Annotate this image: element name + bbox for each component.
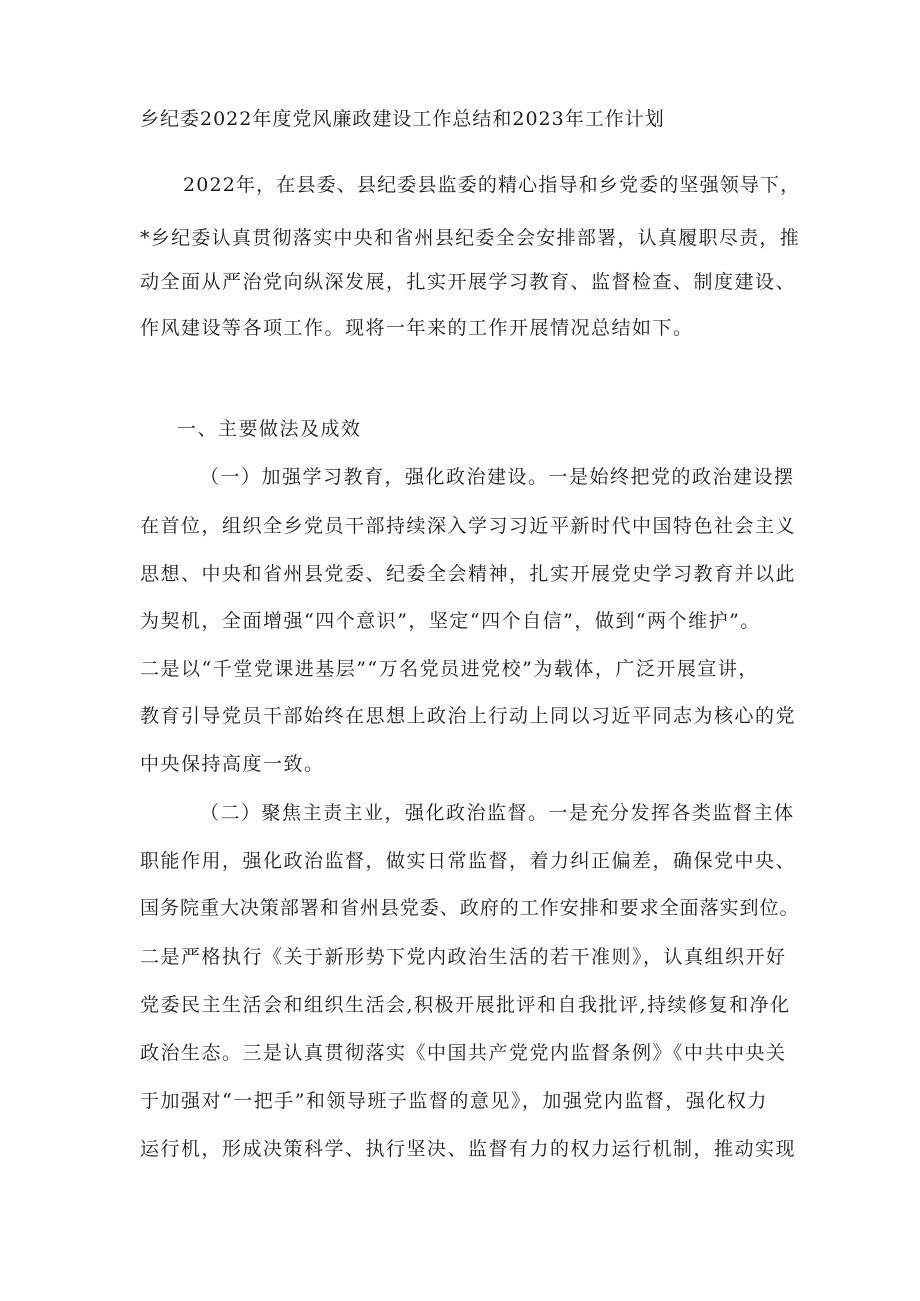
para2-line-1: （二）聚焦主责主业，强化政治监督。一是充分发挥各类监督主体: [200, 802, 795, 824]
para2-line-8: 运行机，形成决策科学、执行坚决、监督有力的权力运行机制，推动实现: [140, 1138, 797, 1160]
intro-line-4: 作风建设等各项工作。现将一年来的工作开展情况总结如下。: [140, 317, 694, 339]
para2-line-3: 国务院重大决策部署和省州县党委、政府的工作安排和要求全面落实到位。: [140, 897, 800, 919]
para2-line-7: 于加强对“一把手”和领导班子监督的意见》，加强党内监督，强化权力: [140, 1090, 768, 1112]
para2-line-5: 党委民主生活会和组织生活会,积极开展批评和自我批评,持续修复和净化: [140, 994, 791, 1016]
document-title: 乡纪委2022年度党风廉政建设工作总结和2023年工作计划: [140, 108, 665, 130]
para1-line-2: 在首位，组织全乡党员干部持续深入学习习近平新时代中国特色社会主义: [140, 515, 797, 537]
para1-line-5: 二是以“千堂党课进基层”“万名党员进党校”为载体，广泛开展宣讲，: [140, 658, 759, 680]
para1-line-3: 思想、中央和省州县党委、纪委全会精神，扎实开展党史学习教育并以此: [140, 563, 797, 585]
para2-line-6: 政治生态。三是认真贯彻落实《中国共产党党内监督条例》《中共中央关: [140, 1042, 787, 1064]
intro-line-3: 动全面从严治党向纵深发展，扎实开展学习教育、监督检查、制度建设、: [140, 271, 797, 293]
para1-line-1: （一）加强学习教育，强化政治建设。一是始终把党的政治建设摆: [200, 466, 795, 488]
para1-line-6: 教育引导党员干部始终在思想上政治上行动上同以习近平同志为核心的党: [140, 705, 797, 727]
intro-line-2: *乡纪委认真贯彻落实中央和省州县纪委全会安排部署，认真履职尽责，推: [140, 227, 801, 249]
para2-line-2: 职能作用，强化政治监督，做实日常监督，着力纠正偏差，确保党中央、: [140, 850, 797, 872]
para1-line-7: 中央保持高度一致。: [140, 753, 325, 775]
para1-line-4: 为契机，全面增强“四个意识”，坚定“四个自信”，做到“两个维护”。: [140, 610, 761, 632]
section-heading: 一、主要做法及成效: [177, 418, 362, 440]
intro-line-1: 2022年，在县委、县纪委县监委的精心指导和乡党委的坚强领导下，: [183, 174, 801, 196]
para2-line-4: 二是严格执行《关于新形势下党内政治生活的若干准则》，认真组织开好: [140, 946, 787, 968]
